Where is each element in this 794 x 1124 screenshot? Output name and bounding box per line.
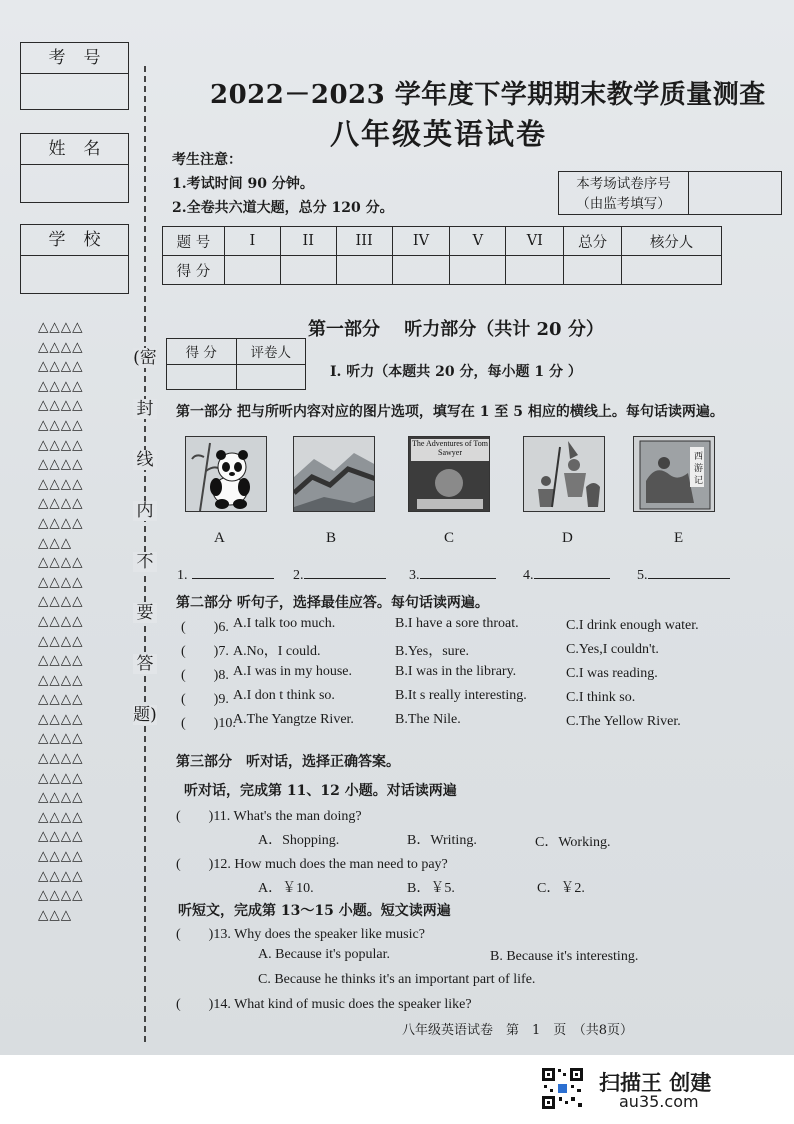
question-10-option-b[interactable]: B.The Nile.: [395, 712, 461, 727]
seal-char: 答: [133, 654, 157, 674]
journey-west-book-icon: [634, 437, 715, 512]
grader-name-field[interactable]: [236, 364, 306, 390]
exam-no-label: 考号: [21, 43, 128, 74]
great-wall-icon: [294, 437, 375, 512]
score-cell[interactable]: [622, 256, 722, 285]
score-cell[interactable]: [392, 256, 450, 285]
blank-1[interactable]: [192, 565, 274, 579]
triangle-row: △△△△: [38, 691, 84, 708]
triangle-row: △△△△: [38, 848, 84, 865]
q12-option-c[interactable]: C．￥2.: [537, 881, 585, 896]
seal-char: (密: [133, 348, 157, 368]
question-8-number: ( )8.: [181, 668, 229, 683]
question-13: ( )13. Why does the speaker like music?: [176, 927, 425, 942]
triangle-row: △△△△: [38, 416, 84, 433]
book-cover-title: The Adventures of Tom Sawyer: [412, 439, 488, 457]
sub1-instruction: 第一部分 把与所听内容对应的图片选项，填写在 1 至 5 相应的横线上。每句话读两遍。: [176, 404, 724, 420]
question-6-number: ( )6.: [181, 620, 229, 635]
seq-box-field[interactable]: [689, 172, 781, 214]
brand-name: 扫描王 创建: [599, 1071, 712, 1095]
triangle-row: △△△△: [38, 828, 84, 845]
seal-char: 内: [133, 501, 157, 521]
blank-1-label: 1.: [177, 568, 188, 583]
picture-label-c: C: [444, 530, 455, 546]
svg-text:游: 游: [694, 464, 704, 474]
triangle-row: △△△△: [38, 456, 84, 473]
question-12: ( )12. How much does the man need to pay?: [176, 857, 448, 872]
seal-char: 不: [133, 552, 157, 572]
qr-code-icon: [541, 1067, 584, 1110]
triangle-row: △△△△: [38, 730, 84, 747]
triangle-row: △△△△: [38, 710, 84, 727]
triangle-row: △△△△: [38, 671, 84, 688]
journey-west-icon: [524, 437, 605, 512]
score-cell[interactable]: [336, 256, 392, 285]
triangle-row: △△△△: [38, 867, 84, 884]
triangle-row: △△△△: [38, 573, 84, 590]
question-8-option-a[interactable]: A.I was in my house.: [233, 664, 352, 679]
triangle-row: △△△△: [38, 358, 84, 375]
picture-d: [523, 436, 605, 512]
triangle-row: △△△△: [38, 750, 84, 767]
brand-url: au35.com: [619, 1092, 699, 1111]
sub2-instruction: 第二部分 听句子，选择最佳应答。每句话读两遍。: [176, 595, 489, 611]
seq-box-line2: （由监考填写）: [576, 196, 671, 212]
grader-score-field[interactable]: [167, 364, 237, 390]
score-table: [162, 226, 722, 285]
picture-c: [408, 436, 490, 512]
q13-option-c[interactable]: C. Because he thinks it's an important part of life.: [258, 972, 536, 987]
name-box: [20, 133, 129, 203]
score-table-score-row: [163, 256, 722, 285]
grader-table: [166, 338, 306, 390]
seq-box: [558, 171, 782, 215]
triangle-row: △△△△: [38, 887, 84, 904]
question-6-option-a[interactable]: A.I talk too much.: [233, 616, 336, 631]
triangle-row: △△△△: [38, 554, 84, 571]
scanner-brand: [541, 1067, 741, 1111]
score-header-cell: II: [280, 227, 336, 256]
question-8-option-b[interactable]: B.I was in the library.: [395, 664, 517, 679]
triangle-column: [38, 318, 118, 925]
score-header-cell: VI: [506, 227, 564, 256]
school-label: 学校: [21, 225, 128, 256]
score-header-cell: I: [224, 227, 280, 256]
question-7-number: ( )7.: [181, 644, 229, 659]
triangle-row: △△△△: [38, 632, 84, 649]
blank-5-label: 5.: [637, 568, 648, 583]
score-header-cell: IV: [392, 227, 450, 256]
triangle-row: △△△△: [38, 397, 84, 414]
blank-4[interactable]: [534, 565, 610, 579]
dialog-note: 听对话，完成第 11、12 小题。对话读两遍: [184, 783, 457, 799]
seal-char: 题): [133, 705, 157, 725]
triangle-row: △△△△: [38, 789, 84, 806]
score-cell[interactable]: [564, 256, 622, 285]
question-9-option-a[interactable]: A.I don t think so.: [233, 688, 335, 703]
score-header-cell: 总分: [564, 227, 622, 256]
question-14: ( )14. What kind of music does the speaker like?: [176, 997, 472, 1012]
section-title: I. 听力（本题共 20 分，每小题 1 分 ）: [330, 364, 582, 380]
score-row-label: 得 分: [163, 256, 225, 285]
question-8-option-c[interactable]: C.I was reading.: [566, 666, 658, 681]
question-9-number: ( )9.: [181, 692, 229, 707]
seq-box-label: [559, 172, 689, 214]
score-header-cell: V: [450, 227, 506, 256]
blank-5[interactable]: [648, 565, 730, 579]
question-10-option-a[interactable]: A.The Yangtze River.: [233, 712, 354, 727]
notice: [172, 148, 394, 220]
score-cell[interactable]: [280, 256, 336, 285]
school-box: [20, 224, 129, 294]
blank-2-label: 2.: [293, 568, 304, 583]
q11-option-c[interactable]: C．Working.: [535, 835, 611, 850]
q11-option-b[interactable]: B．Writing.: [407, 833, 477, 848]
q12-option-b[interactable]: B．￥5.: [407, 881, 455, 896]
question-6-option-c[interactable]: C.I drink enough water.: [566, 618, 699, 633]
sub3-instruction: 第三部分 听对话，选择正确答案。: [176, 754, 400, 770]
question-7-option-b[interactable]: B.Yes，sure.: [395, 644, 470, 659]
picture-b: [293, 436, 375, 512]
triangle-row: △△△△: [38, 475, 84, 492]
picture-label-b: B: [326, 530, 337, 546]
blank-3-label: 3.: [409, 568, 420, 583]
triangle-row: △△△△: [38, 593, 84, 610]
seq-box-line1: 本考场试卷序号: [576, 176, 671, 192]
question-6-option-b[interactable]: B.I have a sore throat.: [395, 616, 519, 631]
question-11: ( )11. What's the man doing?: [176, 809, 362, 824]
triangle-row: △△△: [38, 906, 73, 923]
grader-name-label: 评卷人: [236, 339, 306, 365]
panda-icon: [186, 437, 267, 512]
question-10-option-c[interactable]: C.The Yellow River.: [566, 714, 681, 729]
exam-no-box: [20, 42, 129, 110]
score-header-label: 题 号: [163, 227, 225, 256]
grader-score-label: 得 分: [167, 339, 237, 365]
notice-line2: 2.全卷共六道大题，总分 120 分。: [172, 200, 394, 216]
q11-option-a[interactable]: A．Shopping.: [258, 833, 340, 848]
triangle-row: △△△△: [38, 319, 84, 335]
triangle-row: △△△△: [38, 612, 84, 629]
seal-text: [133, 348, 157, 756]
score-cell[interactable]: [506, 256, 564, 285]
page-title: 2022－2023 学年度下学期期末教学质量测查: [210, 80, 766, 110]
triangle-row: △△△: [38, 534, 73, 551]
q13-option-b[interactable]: B. Because it's interesting.: [490, 949, 639, 964]
seal-char: 线: [133, 450, 157, 470]
triangle-row: △△△△: [38, 808, 84, 825]
blank-4-label: 4.: [523, 568, 534, 583]
score-header-cell: 核分人: [622, 227, 722, 256]
score-cell[interactable]: [450, 256, 506, 285]
triangle-row: △△△△: [38, 769, 84, 786]
passage-note: 听短文，完成第 13～15 小题。短文读两遍: [178, 903, 451, 919]
name-label: 姓名: [21, 134, 128, 165]
triangle-row: △△△△: [38, 495, 84, 512]
svg-text:西: 西: [694, 452, 704, 462]
question-9-option-c[interactable]: C.I think so.: [566, 690, 636, 705]
notice-line1: 1.考试时间 90 分钟。: [172, 176, 314, 192]
triangle-row: △△△△: [38, 514, 84, 531]
question-7-option-c[interactable]: C.Yes,I couldn't.: [566, 642, 659, 657]
score-table-header-row: [163, 227, 722, 256]
q13-option-a[interactable]: A. Because it's popular.: [258, 947, 390, 962]
blank-2[interactable]: [304, 565, 386, 579]
question-7-option-a[interactable]: A.No，I could.: [233, 644, 321, 659]
question-9-option-b[interactable]: B.It s really interesting.: [395, 688, 527, 703]
triangle-row: △△△△: [38, 652, 84, 669]
question-10-number: ( )10.: [181, 716, 236, 731]
part1-title: 第一部分 听力部分（共计 20 分）: [308, 319, 604, 340]
blank-row: [177, 565, 730, 584]
page-subtitle: 八年级英语试卷: [330, 117, 548, 151]
triangle-row: △△△△: [38, 377, 84, 394]
triangle-row: △△△△: [38, 338, 84, 355]
picture-label-a: A: [214, 530, 225, 546]
score-header-cell: III: [336, 227, 392, 256]
blank-3[interactable]: [420, 565, 496, 579]
picture-label-d: D: [562, 530, 573, 546]
seal-char: 要: [133, 603, 157, 623]
picture-a: [185, 436, 267, 512]
triangle-row: △△△△: [38, 436, 84, 453]
q12-option-a[interactable]: A．￥10.: [258, 881, 314, 896]
page-footer: 八年级英语试卷 第 1 页 （共8页）: [402, 1023, 634, 1038]
picture-label-e: E: [674, 530, 684, 546]
notice-heading: 考生注意：: [172, 152, 242, 168]
seal-char: 封: [133, 399, 157, 419]
picture-e: [633, 436, 715, 512]
svg-text:记: 记: [694, 476, 704, 486]
score-cell[interactable]: [224, 256, 280, 285]
